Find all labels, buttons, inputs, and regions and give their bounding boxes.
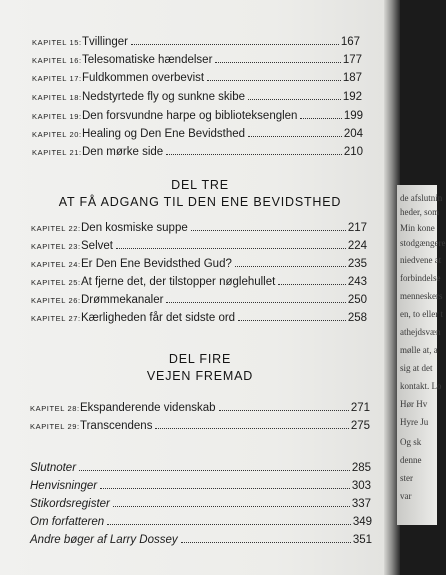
leader-dots: [207, 80, 341, 81]
chapter-title: At fjerne det, der tilstopper nøglehullet: [81, 276, 276, 288]
toc-entry[interactable]: [32, 110, 363, 122]
chapter-number: KAPITEL 19:: [32, 112, 82, 121]
page-number: 177: [342, 54, 362, 66]
toc-entry[interactable]: [30, 402, 370, 414]
chapter-number: KAPITEL 25:: [31, 278, 81, 287]
chapter-title: Den forsvundne harpe og biblioteksenglen: [82, 110, 298, 122]
toc-entry[interactable]: [32, 128, 363, 140]
leader-dots: [238, 320, 346, 321]
back-matter-title: Henvisninger: [30, 480, 98, 492]
part-label: DEL FIRE: [168, 352, 232, 366]
facing-page-text: sig at det: [400, 363, 433, 373]
back-matter-title: Slutnoter: [30, 462, 77, 474]
chapter-title: Kærligheden får det sidste ord: [81, 312, 236, 324]
facing-page-text: Min kone: [400, 223, 435, 233]
leader-dots: [107, 524, 351, 525]
page-number: 337: [351, 498, 371, 510]
chapter-number: KAPITEL 23:: [31, 242, 81, 251]
toc-entry[interactable]: [31, 312, 367, 324]
leader-dots: [166, 302, 345, 303]
facing-page-text: Og sk: [400, 437, 422, 447]
chapter-number: KAPITEL 16:: [32, 56, 82, 65]
leader-dots: [278, 284, 345, 285]
page-number: 349: [352, 516, 372, 528]
chapter-title: Healing og Den Ene Bevidsthed: [82, 128, 246, 140]
toc-entry[interactable]: [31, 294, 367, 306]
leader-dots: [248, 99, 341, 100]
facing-page-text: Hyre Ju: [400, 417, 429, 427]
facing-page-text: Hør Hv: [400, 399, 428, 409]
facing-page-text: athejdsvæn: [400, 327, 441, 337]
chapter-number: KAPITEL 29:: [30, 422, 80, 431]
leader-dots: [215, 62, 340, 63]
toc-entry[interactable]: [31, 222, 367, 234]
facing-page-text: niedvene at: [400, 255, 442, 265]
toc-entry[interactable]: [32, 146, 363, 158]
chapter-number: KAPITEL 27:: [31, 314, 81, 323]
page-number: 250: [347, 294, 367, 306]
leader-dots: [113, 506, 350, 507]
toc-entry[interactable]: [32, 72, 362, 84]
leader-dots: [116, 248, 346, 249]
toc-entry[interactable]: [32, 91, 362, 103]
chapter-title: Er Den Ene Bevidsthed Gud?: [81, 258, 232, 270]
back-matter-title: Andre bøger af Larry Dossey: [30, 534, 178, 546]
toc-entry[interactable]: [30, 498, 371, 510]
toc-entry[interactable]: [30, 516, 372, 528]
toc-entry[interactable]: [31, 276, 367, 288]
page-number: 235: [347, 258, 367, 270]
toc-entry[interactable]: [31, 258, 367, 270]
toc-entry[interactable]: [31, 240, 367, 252]
chapter-number: KAPITEL 17:: [32, 74, 82, 83]
page-number: 303: [351, 480, 371, 492]
leader-dots: [248, 136, 342, 137]
chapter-title: Ekspanderende videnskab: [80, 402, 216, 414]
page-number: 192: [342, 91, 362, 103]
toc-entry[interactable]: [30, 420, 370, 432]
part-title: AT FÅ ADGANG TIL DEN ENE BEVIDSTHED: [58, 195, 342, 209]
leader-dots: [191, 230, 346, 231]
part-label: DEL TRE: [171, 178, 229, 192]
page-number: 285: [351, 462, 371, 474]
chapter-title: Den kosmiske suppe: [81, 222, 188, 234]
facing-page-text: menneskers: [400, 291, 443, 301]
chapter-title: Tvillinger: [82, 36, 129, 48]
page-number: 275: [350, 420, 370, 432]
page-number: 187: [342, 72, 362, 84]
chapter-number: KAPITEL 18:: [32, 93, 82, 102]
facing-page-text: heder, som: [400, 207, 440, 217]
chapter-title: Den mørke side: [82, 146, 164, 158]
chapter-number: KAPITEL 20:: [32, 130, 82, 139]
toc-entry[interactable]: [30, 462, 371, 474]
page-number: 167: [340, 36, 360, 48]
chapter-number: KAPITEL 15:: [32, 38, 82, 47]
chapter-title: Fuldkommen overbevist: [82, 72, 205, 84]
leader-dots: [155, 428, 348, 429]
facing-page-text: de afslutnin: [400, 193, 443, 203]
chapter-title: Transcendens: [80, 420, 153, 432]
leader-dots: [100, 488, 350, 489]
page-number: 204: [343, 128, 363, 140]
back-matter-title: Om forfatteren: [30, 516, 105, 528]
page-number: 271: [350, 402, 370, 414]
chapter-number: KAPITEL 24:: [31, 260, 81, 269]
page-number: 243: [347, 276, 367, 288]
chapter-number: KAPITEL 26:: [31, 296, 81, 305]
leader-dots: [131, 44, 339, 45]
chapter-title: Selvet: [81, 240, 113, 252]
toc-entry[interactable]: [30, 480, 371, 492]
facing-page-text: mølle at, a: [400, 345, 438, 355]
page-number: 351: [352, 534, 372, 546]
part-title: VEJEN FREMAD: [146, 369, 254, 383]
leader-dots: [79, 470, 350, 471]
facing-page-text: var: [400, 491, 412, 501]
page-number: 210: [343, 146, 363, 158]
facing-page-text: stodgængere: [400, 238, 446, 248]
facing-page-text: forbindelse: [400, 273, 441, 283]
toc-entry[interactable]: [30, 534, 372, 546]
leader-dots: [219, 410, 349, 411]
chapter-title: Nedstyrtede fly og sunkne skibe: [82, 91, 246, 103]
toc-entry[interactable]: [32, 36, 360, 48]
chapter-title: Telesomatiske hændelser: [82, 54, 213, 66]
facing-page-text: denne: [400, 455, 422, 465]
chapter-title: Drømmekanaler: [81, 294, 164, 306]
leader-dots: [235, 266, 346, 267]
leader-dots: [166, 154, 342, 155]
chapter-number: KAPITEL 22:: [31, 224, 81, 233]
page-number: 217: [347, 222, 367, 234]
leader-dots: [181, 542, 351, 543]
toc-entry[interactable]: [32, 54, 362, 66]
facing-page-text: kontakt. Lo: [400, 381, 442, 391]
facing-page: [397, 185, 446, 525]
page-number: 199: [343, 110, 363, 122]
page-number: 258: [347, 312, 367, 324]
back-matter-title: Stikordsregister: [30, 498, 110, 510]
facing-page-text: ster: [400, 473, 413, 483]
chapter-number: KAPITEL 21:: [32, 148, 82, 157]
leader-dots: [300, 118, 341, 119]
page-number: 224: [347, 240, 367, 252]
facing-page-text: en, to eller t: [400, 309, 443, 319]
chapter-number: KAPITEL 28:: [30, 404, 80, 413]
